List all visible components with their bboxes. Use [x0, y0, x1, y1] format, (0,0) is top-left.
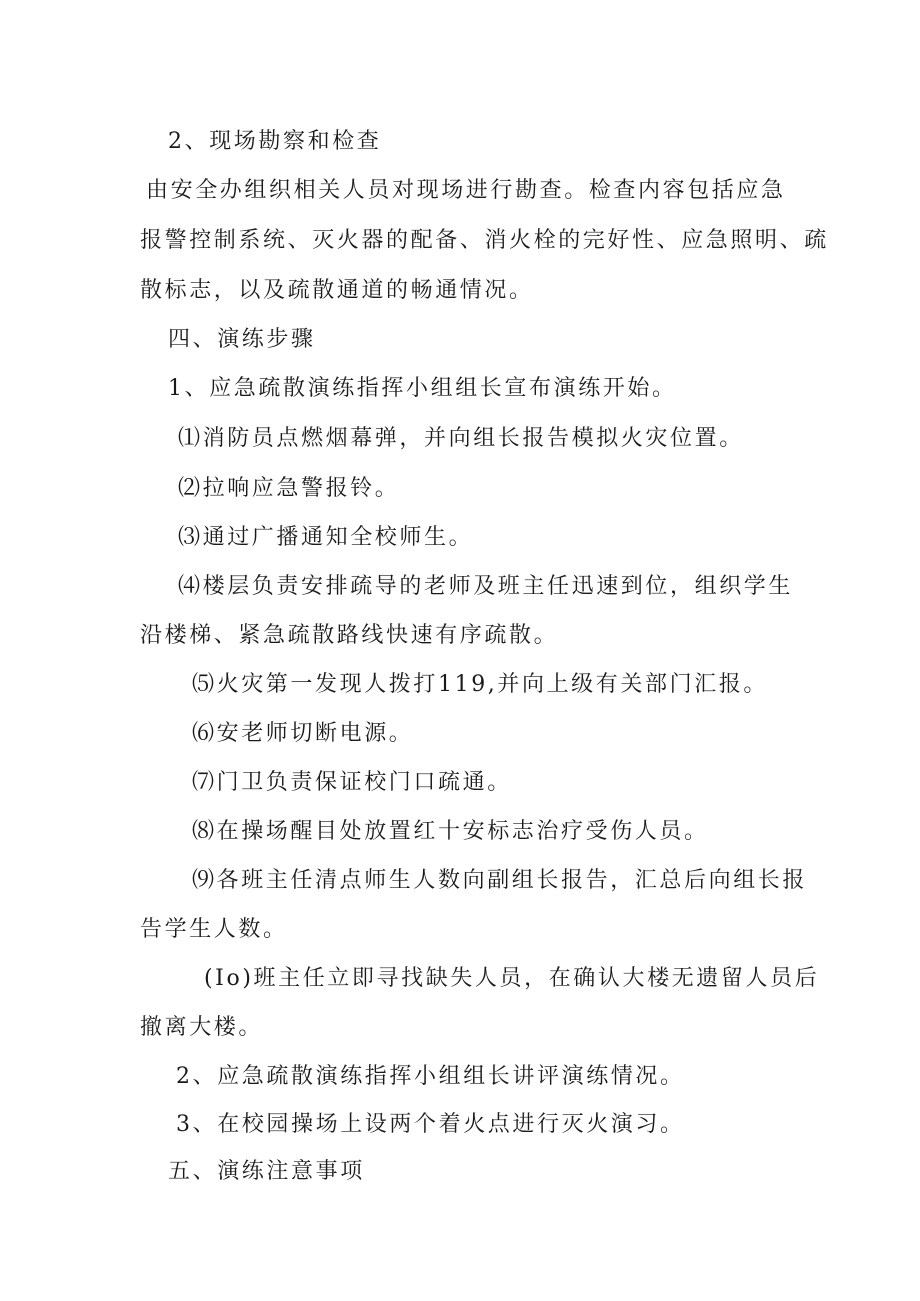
- paragraph-line: 由安全办组织相关人员对现场进行勘查。检查内容包括应急: [146, 178, 786, 203]
- paragraph-line: 散标志，以及疏散通道的畅通情况。: [140, 278, 534, 303]
- section-heading-drill-steps: 四、演练步骤: [168, 327, 316, 352]
- paragraph-line: 沿楼梯、紧急疏散路线快速有序疏散。: [140, 623, 559, 648]
- section-heading-precautions: 五、演练注意事项: [168, 1159, 365, 1184]
- sub-step-item: ⑹安老师切断电源。: [192, 721, 414, 746]
- sub-step-item: ⑶通过广播通知全校师生。: [178, 525, 474, 550]
- sub-step-item: ⑴消防员点燃烟幕弹，并向组长报告模拟火灾位置。: [178, 426, 744, 451]
- sub-step-item: ⑵拉响应急警报铃。: [178, 476, 400, 501]
- paragraph-line: 报警控制系统、灭火器的配备、消火栓的完好性、应急照明、疏: [140, 228, 829, 253]
- step-item: 1、应急疏散演练指挥小组组长宣布演练开始。: [168, 376, 677, 401]
- sub-step-item: ⑷楼层负责安排疏导的老师及班主任迅速到位，组织学生: [178, 574, 794, 599]
- paragraph-line: 告学生人数。: [140, 917, 288, 942]
- step-item: 2、应急疏散演练指挥小组组长讲评演练情况。: [176, 1064, 685, 1089]
- sub-step-item: ⑺门卫负责保证校门口疏通。: [192, 770, 512, 795]
- section-heading-site-inspection: 2、现场勘察和检查: [168, 129, 382, 154]
- sub-step-item: ⑸火灾第一发现人拨打119,并向上级有关部门汇报。: [192, 672, 768, 697]
- sub-step-item: ⑼各班主任清点师生人数向副组长报告，汇总后向组长报: [192, 868, 808, 893]
- sub-step-item: ⑻在操场醒目处放置红十安标志治疗受伤人员。: [192, 819, 709, 844]
- sub-step-item: (Io)班主任立即寻找缺失人员，在确认大楼无遗留人员后: [204, 966, 820, 991]
- step-item: 3、在校园操场上设两个着火点进行灭火演习。: [176, 1112, 685, 1137]
- paragraph-line: 撤离大楼。: [140, 1015, 264, 1040]
